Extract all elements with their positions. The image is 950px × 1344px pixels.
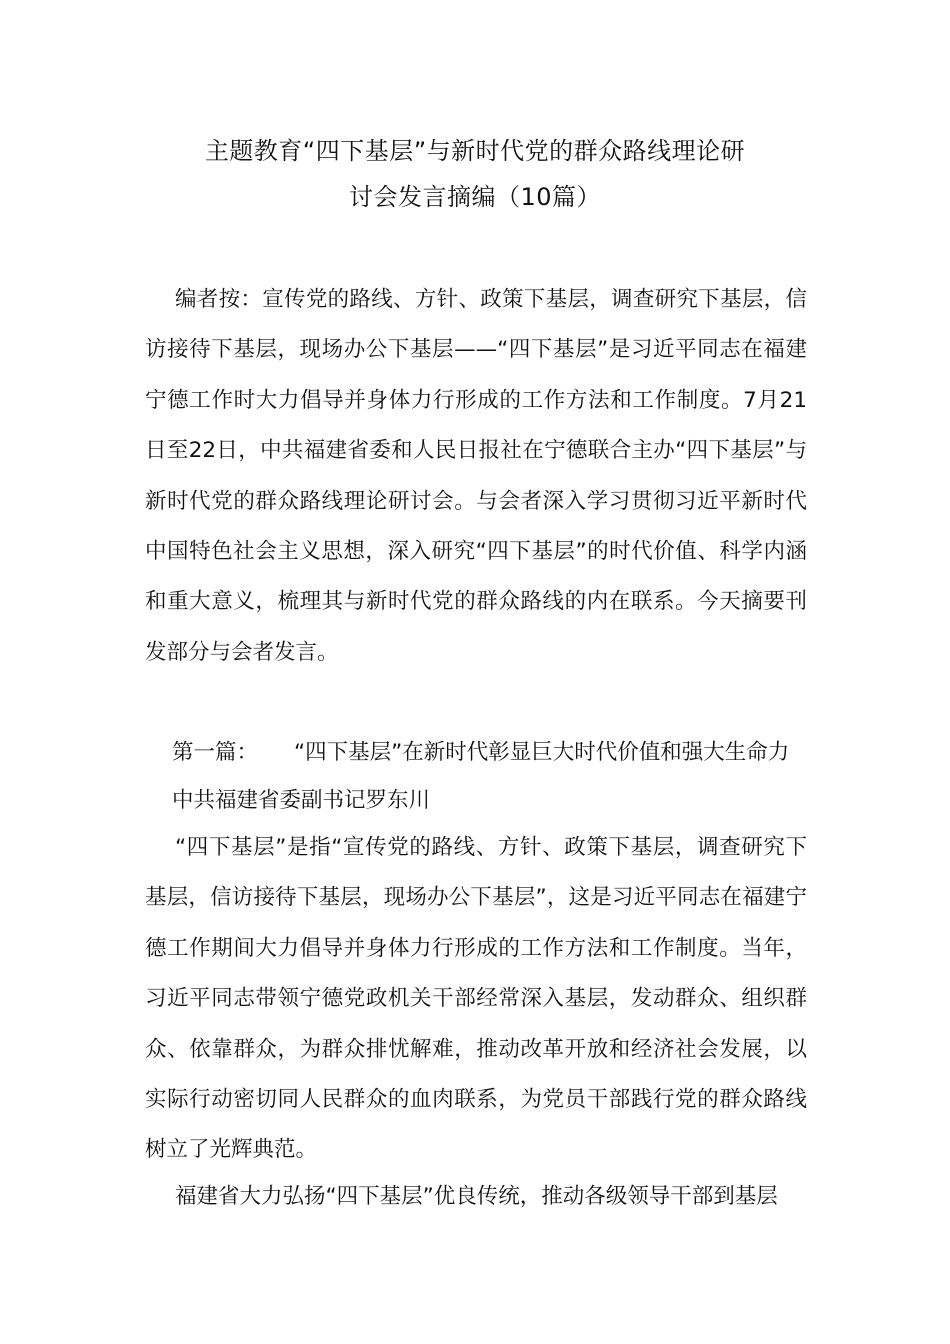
title-line-2: 讨会发言摘编（10篇）: [348, 183, 602, 211]
body-paragraph-1: “四下基层”是指“宣传党的路线、方针、政策下基层，调查研究下基层，信访接待下基层，现场办公下基层”，这是习近平同志在福建宁德工作期间大力倡导并身体力行形成的工作方法和工作制度。当年，习近平同志带领宁德党政机关干部经常深入基层，发动群众、组织群众、依靠群众，为群众排忧解难，推动改革开放和经济社会发展，以实际行动密切同人民群众的血肉联系，为党员干部践行党的群众路线树立了光辉典范。: [145, 835, 807, 1163]
title-line-1: 主题教育“四下基层”与新时代党的群众路线理论研: [204, 137, 746, 165]
author-line: 中共福建省委副书记罗东川: [172, 788, 431, 813]
chapter-title: “四下基层”在新时代彰显巨大时代价值和强大生命力: [294, 740, 790, 765]
chapter-heading: [172, 728, 789, 778]
preface-paragraph: 编者按：宣传党的路线、方针、政策下基层，调查研究下基层，信访接待下基层，现场办公下基层——“四下基层”是习近平同志在福建宁德工作时大力倡导并身体力行形成的工作方法和工作制度。7月21日至22日，中共福建省委和人民日报社在宁德联合主办“四下基层”与新时代党的群众路线理论研讨会。与会者深入学习贯彻习近平新时代中国特色社会主义思想，深入研究“四下基层”的时代价值、科学内涵和重大意义，梳理其与新时代党的群众路线的内在联系。今天摘要刊发部分与会者发言。: [145, 287, 807, 665]
body-paragraph-block-2: [145, 1172, 807, 1222]
chapter-label: 第一篇：: [172, 740, 259, 765]
body-paragraph-block: [145, 823, 807, 1176]
body-paragraph-2: 福建省大力弘扬“四下基层”优良传统，推动各级领导干部到基层: [175, 1184, 778, 1209]
preface-block: [145, 275, 807, 678]
document-title: [145, 128, 805, 220]
